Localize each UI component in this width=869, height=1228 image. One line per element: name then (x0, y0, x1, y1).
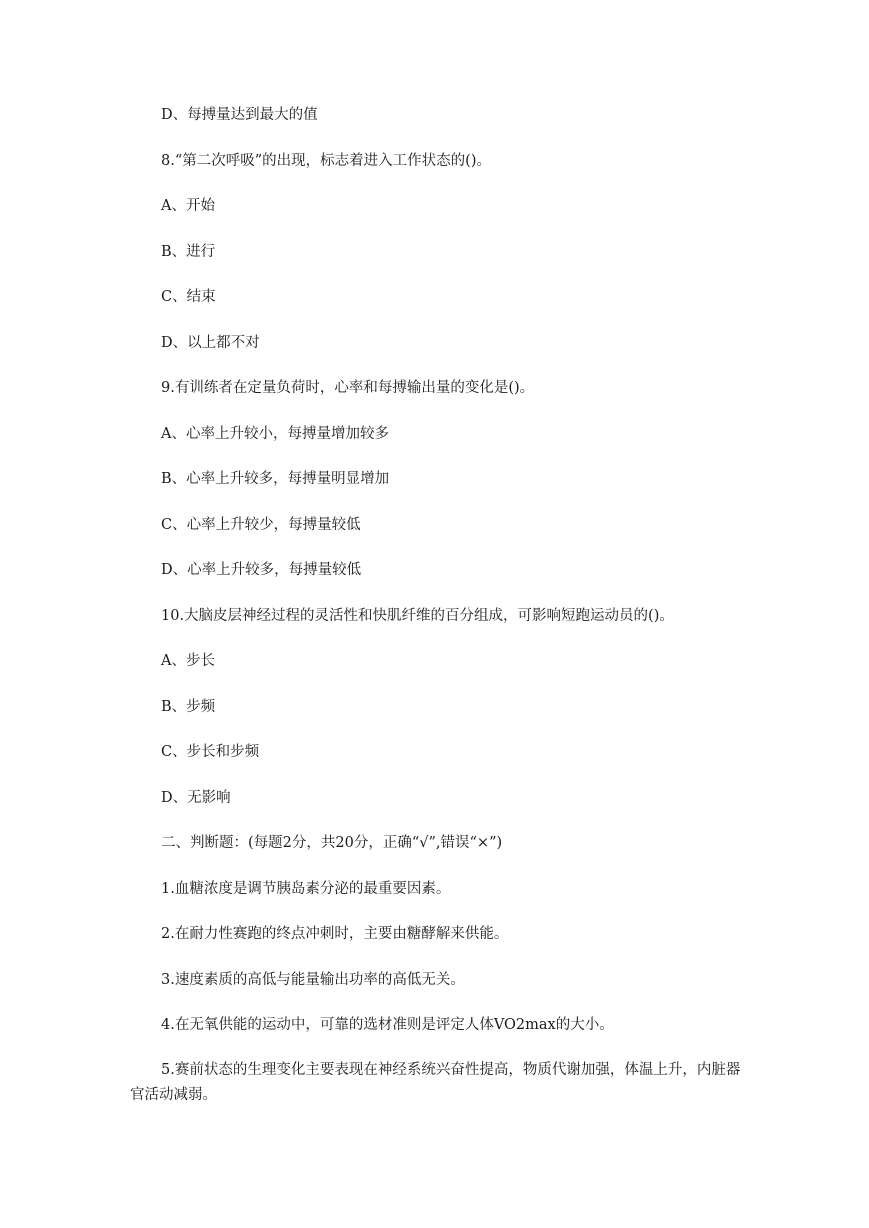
option-line: B、步频 (161, 699, 216, 715)
option-line: A、心率上升较小，每搏量增加较多 (161, 426, 389, 442)
option-line: C、结束 (161, 289, 216, 305)
section-heading: 二、判断题：(每题2分，共20分，正确“√”,错误“×”) (161, 835, 503, 851)
question-line: 8.“第二次呼吸”的出现，标志着进入工作状态的()。 (161, 153, 491, 169)
option-line: C、步长和步频 (161, 744, 260, 760)
option-line: A、步长 (161, 653, 215, 669)
statement-paragraph: 5.赛前状态的生理变化主要表现在神经系统兴奋性提高，物质代谢加强，体温上升，内脏器官活动减弱。 (130, 1062, 741, 1103)
option-line: B、进行 (161, 244, 216, 260)
option-line: A、开始 (161, 198, 215, 214)
question-line: 10.大脑皮层神经过程的灵活性和快肌纤维的百分组成，可影响短跑运动员的()。 (161, 608, 674, 624)
statement-line: 4.在无氧供能的运动中，可靠的选材准则是评定人体VO2max的大小。 (161, 1017, 614, 1033)
option-line: D、心率上升较多，每搏量较低 (161, 562, 362, 578)
statement-line: 1.血糖浓度是调节胰岛素分泌的最重要因素。 (161, 881, 451, 897)
question-line: 9.有训练者在定量负荷时，心率和每搏输出量的变化是()。 (161, 380, 535, 396)
option-line: D、以上都不对 (161, 335, 260, 351)
option-line: C、心率上升较少，每搏量较低 (161, 517, 361, 533)
option-line: D、每搏量达到最大的值 (161, 107, 318, 123)
statement-line: 3.速度素质的高低与能量输出功率的高低无关。 (161, 972, 465, 988)
statement-line: 2.在耐力性赛跑的终点冲刺时，主要由糖酵解来供能。 (161, 926, 509, 942)
option-line: D、无影响 (161, 790, 231, 806)
option-line: B、心率上升较多，每搏量明显增加 (161, 471, 390, 487)
